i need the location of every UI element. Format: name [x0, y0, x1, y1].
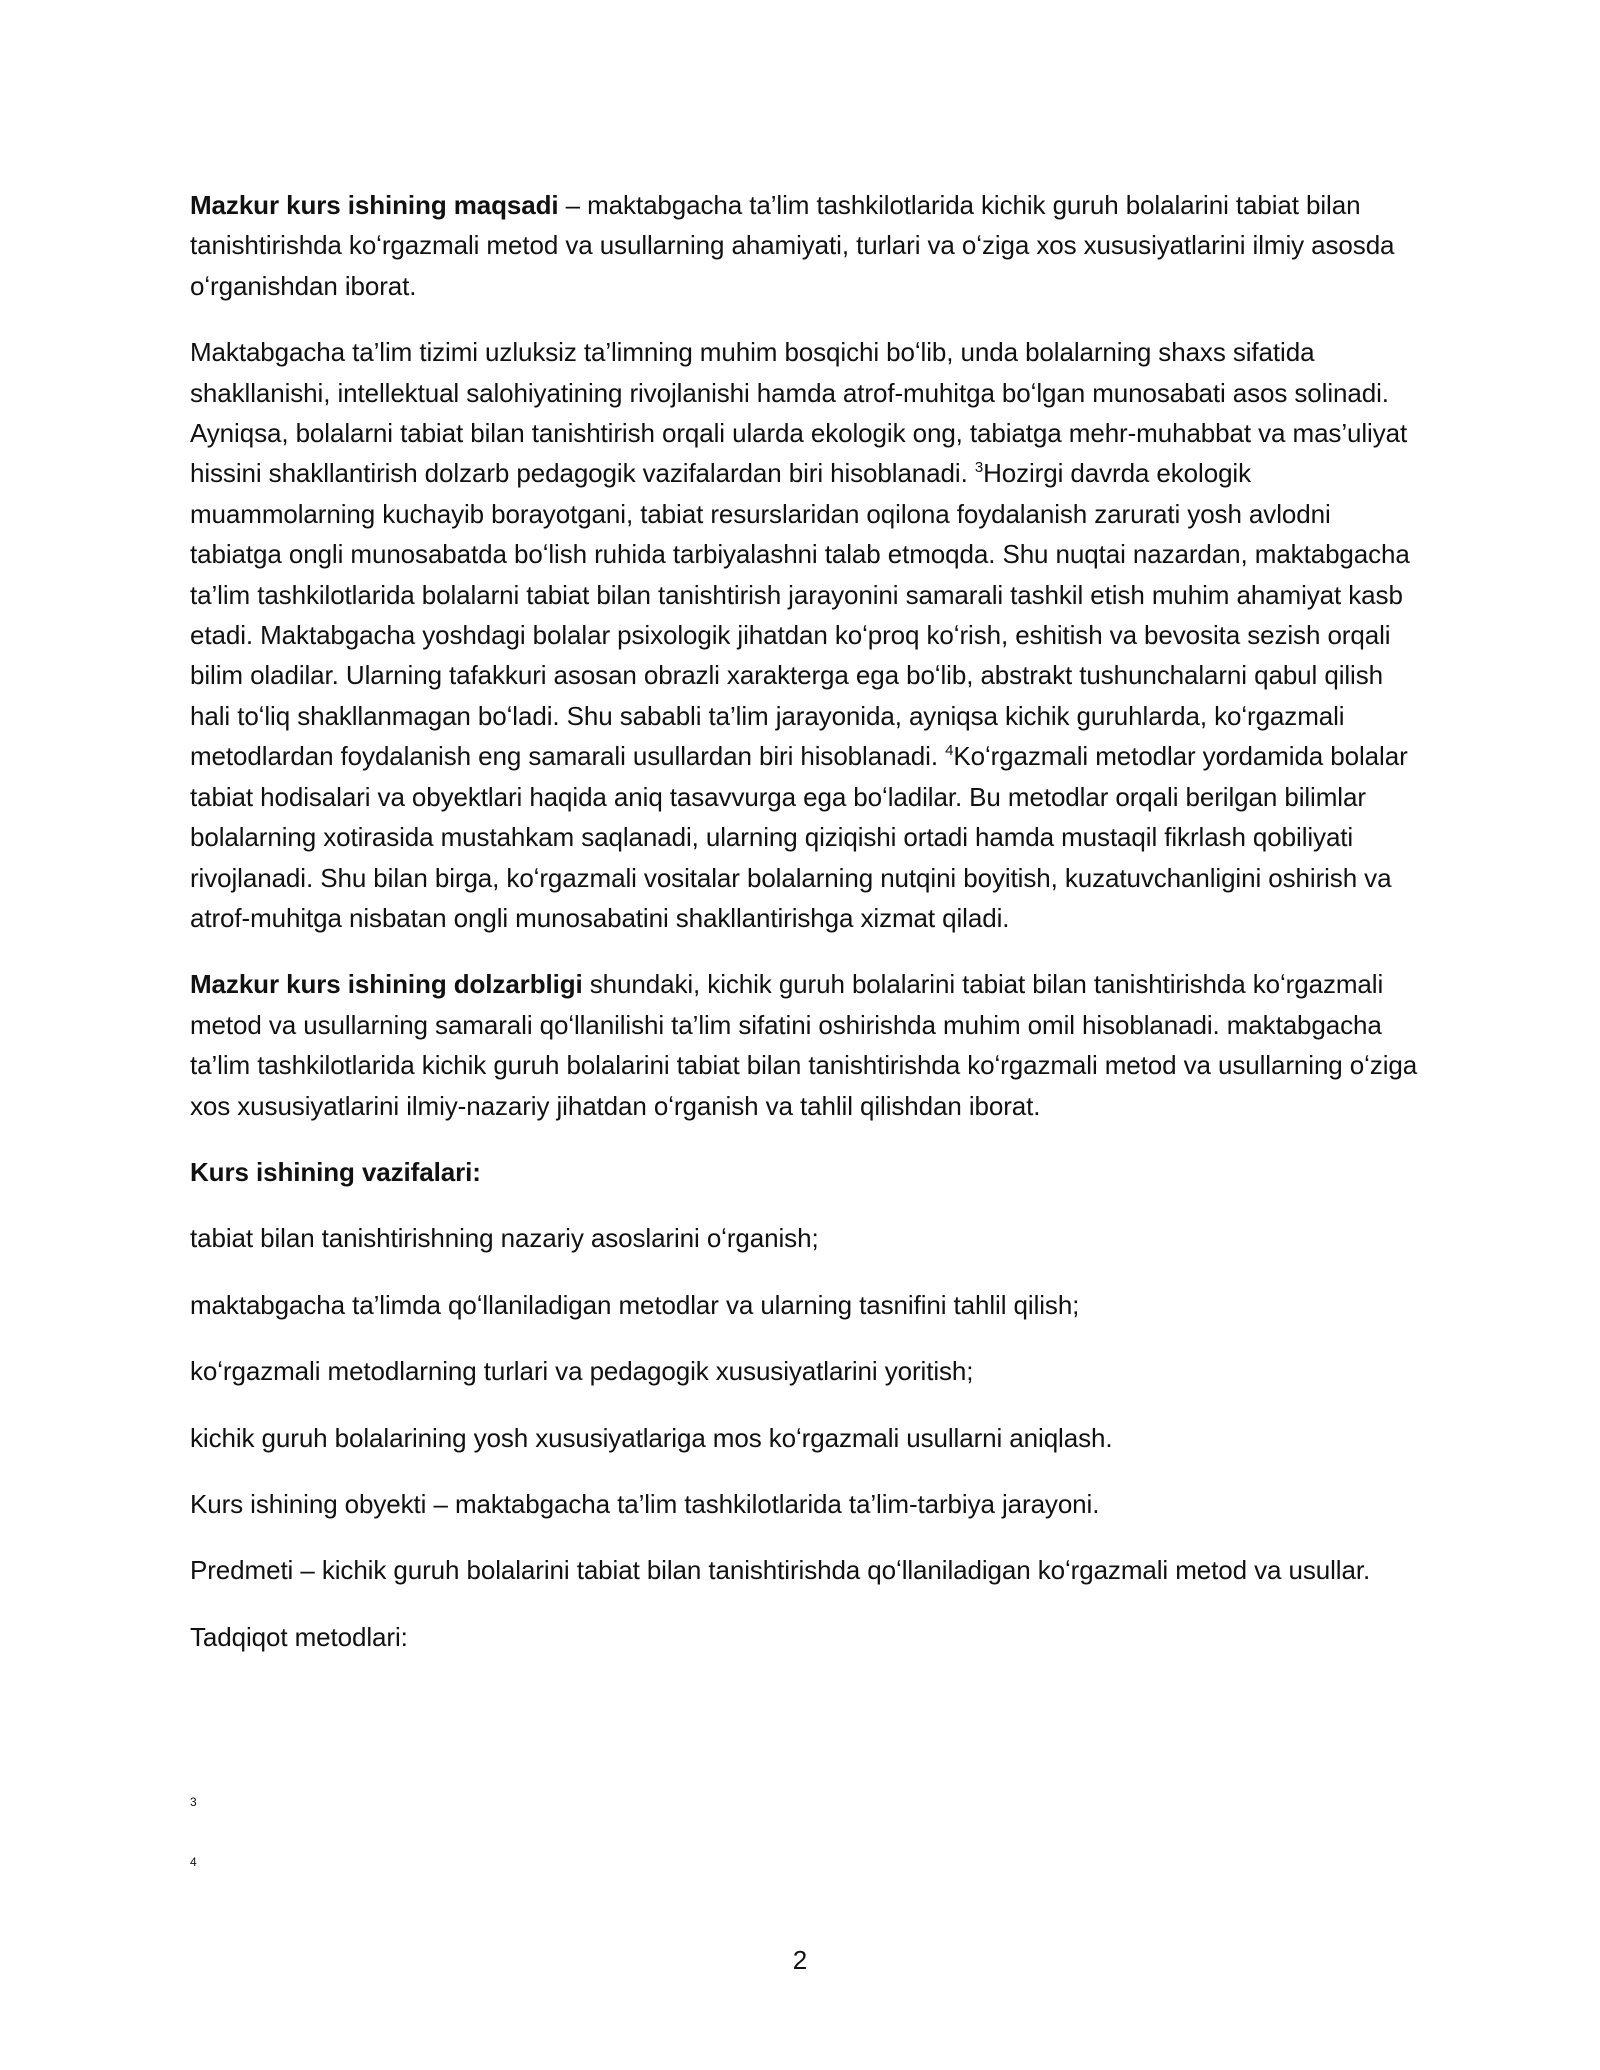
task-item-2: maktabgacha ta’limda qoʻllaniladigan metodlar va ularning tasnifini tahlil qilish;: [190, 1289, 1080, 1320]
footnote-4-number: 4: [190, 1855, 197, 1869]
tasks-heading: [190, 1152, 1420, 1192]
intro-text-part2: Hozirgi davrda ekologik muammolarning kuchayib borayotgani, tabiat resurslaridan oqilona foydalanish zarurati yosh avlodni tabiatga ongli munosabatda boʻlish ruhida tarbiyalashni talab etmoqda. Shu nuqtai nazardan, maktabgacha ta’lim tashkilotlarida bolalarni tabiat bilan tanishtirish jarayonini samarali tashkil etish muhim ahamiyat kasb etadi. Maktabgacha yoshdagi bolalar psixologik jihatdan koʻproq koʻrish, eshitish va bevosita sezish orqali bilim oladilar. Ularning tafakkuri asosan obrazli xarakterga ega boʻlib, abstrakt tushunchalarni qabul qilish hali toʻliq shakllanmagan boʻladi. Shu sababli ta’lim jarayonida, ayniqsa kichik guruhlarda, koʻrgazmali metodlardan foydalanish eng samarali usullardan biri hisoblanadi.: [190, 458, 1410, 772]
aim-paragraph: [190, 185, 1420, 306]
intro-paragraph: [190, 332, 1420, 938]
intro-text-part3: Koʻrgazmali metodlar yordamida bolalar tabiat hodisalari va obyektlari haqida aniq tasavvurga ega boʻladilar. Bu metodlar orqali berilgan bilimlar bolalarning xotirasida mustahkam saqlanadi, ularning qiziqishi ortadi hamda mustaqil fikrlash qobiliyati rivojlanadi. Shu bilan birga, koʻrgazmali vositalar bolalarning nutqini boyitish, kuzatuvchanligini oshirish va atrof-muhitga nisbatan ongli munosabatini shakllantirishga xizmat qiladi.: [190, 741, 1408, 933]
relevance-paragraph: [190, 964, 1420, 1126]
tasks-heading-text: Kurs ishining vazifalari:: [190, 1156, 481, 1187]
subject-paragraph: Predmeti – kichik guruh bolalarini tabiat bilan tanishtirishda qoʻllaniladigan koʻrgazmali metod va usullar.: [190, 1555, 1371, 1586]
task-item-1: tabiat bilan tanishtirishning nazariy asoslarini oʻrganish;: [190, 1223, 819, 1254]
aim-text: – maktabgacha ta’lim tashkilotlarida kichik guruh bolalarini tabiat bilan tanishtirishda koʻrgazmali metod va usullarning ahamiyati, turlari va oʻziga xos xususiyatlarini ilmiy asosda oʻrganishdan iborat.: [190, 190, 1395, 301]
object-paragraph: Kurs ishining obyekti – maktabgacha ta’lim tashkilotlarida ta’lim-tarbiya jarayoni.: [190, 1488, 1100, 1519]
footnote-4: [190, 1855, 1420, 1869]
page-number: 2: [792, 1945, 808, 1975]
relevance-text: shundaki, kichik guruh bolalarini tabiat bilan tanishtirishda koʻrgazmali metod va usullarning samarali qoʻllanilishi ta’lim sifatini oshirishda muhim omil hisoblanadi. maktabgacha ta’lim tashkilotlarida kichik guruh bolalarini tabiat bilan tanishtirishda koʻrgazmali metod va usullarning oʻziga xos xususiyatlarini ilmiy-nazariy jihatdan oʻrganish va tahlil qilishdan iborat.: [190, 969, 1418, 1121]
footnotes-section: [190, 1795, 1420, 1915]
intro-text-part1: Maktabgacha ta’lim tizimi uzluksiz ta’limning muhim bosqichi boʻlib, unda bolalarning shaxs sifatida shakllanishi, intellektual salohiyatining rivojlanishi hamda atrof-muhitga boʻlgan munosabati asos solinadi. Ayniqsa, bolalarni tabiat bilan tanishtirish orqali ularda ekologik ong, tabiatga mehr-muhabbat va mas’uliyat hissini shakllantirish dolzarb pedagogik vazifalardan biri hisoblanadi.: [190, 337, 1408, 489]
footnote-ref-3[interactable]: 3: [974, 459, 984, 477]
task-item-4: kichik guruh bolalarining yosh xususiyatlariga mos koʻrgazmali usullarni aniqlash.: [190, 1422, 1113, 1453]
document-body: [190, 185, 1420, 1683]
footnote-3-number: 3: [190, 1795, 197, 1809]
footnote-ref-4[interactable]: 4: [945, 742, 954, 760]
relevance-heading: Mazkur kurs ishining dolzarbligi: [190, 969, 583, 1000]
methods-paragraph: Tadqiqot metodlari:: [190, 1621, 408, 1652]
aim-heading: Mazkur kurs ishining maqsadi: [190, 190, 559, 220]
footnote-3: [190, 1795, 1420, 1809]
task-item-3: koʻrgazmali metodlarning turlari va pedagogik xususiyatlarini yoritish;: [190, 1356, 974, 1387]
